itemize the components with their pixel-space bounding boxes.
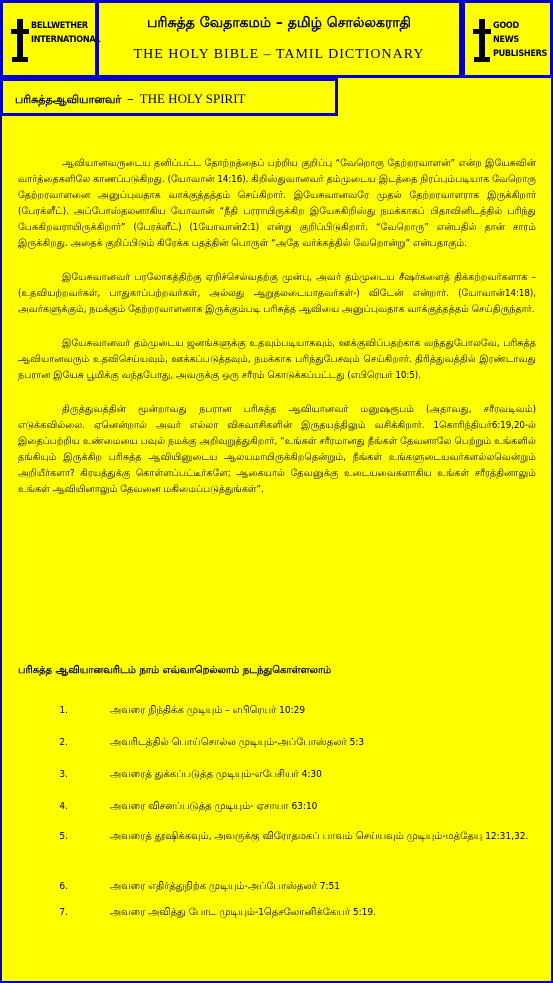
list-item-text: அவரிடத்தில் பொய்சொல்ல முடியும்-அப்போஸ்தலர் 5:3 <box>110 737 365 748</box>
good-news-logo-mark <box>471 11 548 67</box>
title-box <box>96 0 462 78</box>
logo-left-line-2: INTERNATIONAL <box>31 35 101 45</box>
list-heading: பரிசுத்த ஆவியானவரிடம் நாம் எவ்வாறெல்லாம் நடந்துகொள்ளலாம் <box>18 665 332 676</box>
list-item-number: 6. <box>59 881 68 892</box>
torch-icon <box>11 19 29 63</box>
list-item-number: 2. <box>59 737 68 748</box>
title-english: THE HOLY BIBLE – TAMIL DICTIONARY <box>133 47 425 62</box>
bellwether-logo-mark <box>9 11 101 67</box>
list-item-number: 3. <box>59 769 68 780</box>
logo-left-line-1: BELLWETHER <box>31 21 88 31</box>
title-tamil: பரிசுத்த வேதாகமம் – தமிழ் சொல்லகராதி <box>147 15 411 31</box>
list-item-text: அவரை நிந்திக்க முடியும் – எபிரெயர் 10:29 <box>110 705 306 716</box>
list-item-number: 7. <box>59 907 68 918</box>
section-title-dash: – <box>127 92 134 107</box>
section-heading-box <box>0 78 338 116</box>
list-item-number: 5. <box>59 831 68 842</box>
paragraph: ஆவியானவருடைய தனிப்பட்ட தோற்றத்தைப் பற்றிய குறிப்பு “வேறொரு தேற்றரவாளன்” என்ற இயேசுவின் வார்த்தைகளிலே காணப்படுகிறது. (யோவான் 14:16). கிறிஸ்துவானவர் தம்முடைய இடத்தை நிரப்பும்படியாக வேறொரு தேற்றரவாளனை அனுப்புவதாக வாக்குத்தத்தம் செய்கிறார். இயேசுவானவரே முதல் தேற்றரவாளராக இருக்கிறார் (பேரக்ளீட்). அப்போஸ்தலனாகிய யோவான் “நீதி பரராயிருக்கிற இயேசுகிறிஸ்து நமக்காகப் பிதாவினிடத்தில் பரிந்து பேசுகிறவராயிருக்கிறார்” (பேரக்ளீட்) (1யோவான்2:1) என்று குறிப்பிடுகிறார். “வேறொரு” என்பதில் தான் சாரம் இருக்கிறது. அதைக் குறிப்பிடும் கிரேக்க பதத்தின் பொருள் “அதே வர்க்கத்தில் வேறொன்று” என்பதாகும். <box>18 158 536 249</box>
list-item-number: 4. <box>59 801 68 812</box>
section-title-tamil: பரிசுத்தஆவியானவர் <box>15 93 122 106</box>
body-text <box>18 156 536 516</box>
bellwether-logo <box>0 0 101 78</box>
list-item-text: அவரைத் தூஷிக்கவும், அவருக்கு விரோதமகப் பாவம் செய்யவும் முடியும்-மத்தேயு 12:31,32. <box>110 831 529 842</box>
logo-right-line-1: GOOD NEWS <box>493 21 519 45</box>
list-item-number: 1. <box>59 705 68 716</box>
torch-icon <box>473 19 491 63</box>
logo-right-line-2: PUBLISHERS <box>493 49 548 59</box>
list-item-text: அவரை எதிர்த்துநிற்க முடியும்-அப்போஸ்தலர் 7:51 <box>110 881 341 892</box>
paragraph: திருத்துவத்தின் மூன்றாவது நபரான பரிசுத்த ஆவியானவர் மனுஷரூபம் (அதாவது, சரீரவடிவம்) எடுக்கவில்லை. ஏனென்றால் அவர் எல்லா விசுவாசிகளின் இருதயத்திலும் வசிக்கிறார். 1கொரிந்தியர்6:19,20-ல் இதைப்பற்றிய உண்மையை பவுல் நமக்கு அறிவுறுத்துகிறார், “உங்கள் சரீரமானது நீங்கள் தேவனாலே பெற்றும் உங்களில் தங்கியும் இருக்கிற பரிசுத்த ஆவியினுடைய ஆலயமாயிருக்கிறதென்றும், நீங்கள் உங்களுடையவர்களல்லவென்றும் அறியீர்களா? கிரயத்துக்கு கொள்ளப்பட்டீர்களே; ஆகையால் தேவனுக்கு உடையவைகளாகிய உங்கள் சரீரத்தினாலும் உங்கள் ஆவியினாலும் தேவனை மகிமைப்படுத்துங்கள்”. <box>18 404 536 495</box>
list-item-text: அவரைத் துக்கப்படுத்த முடியும்-எபேசியர் 4:30 <box>110 769 322 780</box>
good-news-logo <box>462 0 553 78</box>
list-item-text: அவரை அவித்து போட முடியும்-1தெசலோனிக்கேயர் 5:19. <box>110 907 376 918</box>
paragraph: இயேசுவானவர் பரலோகத்திற்கு ஏறிச்செல்வதற்கு முன்பு, அவர் தம்முடைய சீஷர்களைத் திக்கற்றவர்களாக – (உதவியற்றவர்கள், பாதுகாப்பற்றவர்கள், அல்லது ஆறுதலடையாதவர்கள்-) விடேன் என்றார். (யோவான்14:18), அவர்களுக்கும், நமக்கும் தேற்றரவாளனாக இருக்கும்படி பரிசுத்த ஆவியை அனுப்புவதாக வாக்குத்தத்தம் செய்திருந்தார். <box>18 272 536 315</box>
list-item-text: அவரை விசனப்படுத்த முடியும்- ஏசாயா 63:10 <box>110 801 318 812</box>
section-title <box>15 91 245 108</box>
paragraph: இயேசுவானவர் தம்முடைய ஜனங்களுக்கு உதவும்படியாகவும், ஊக்குவிப்பதற்காக வந்ததுபோலவே, பரிசுத்த ஆவியானவரும் உதவிசெய்யவும், ஊக்கப்படுத்தவும், நமக்காக பரிந்துபேசவும் செய்கிறார். திரித்துவத்தில் இரண்டாவது நபரான இயேசு பூமிக்கு வந்தபோது, அவருக்கு ஒரு சரீரம் கொடுக்கப்பட்டது (எபிரெயர் 10:5). <box>18 338 536 381</box>
section-title-english: THE HOLY SPIRIT <box>139 91 246 106</box>
